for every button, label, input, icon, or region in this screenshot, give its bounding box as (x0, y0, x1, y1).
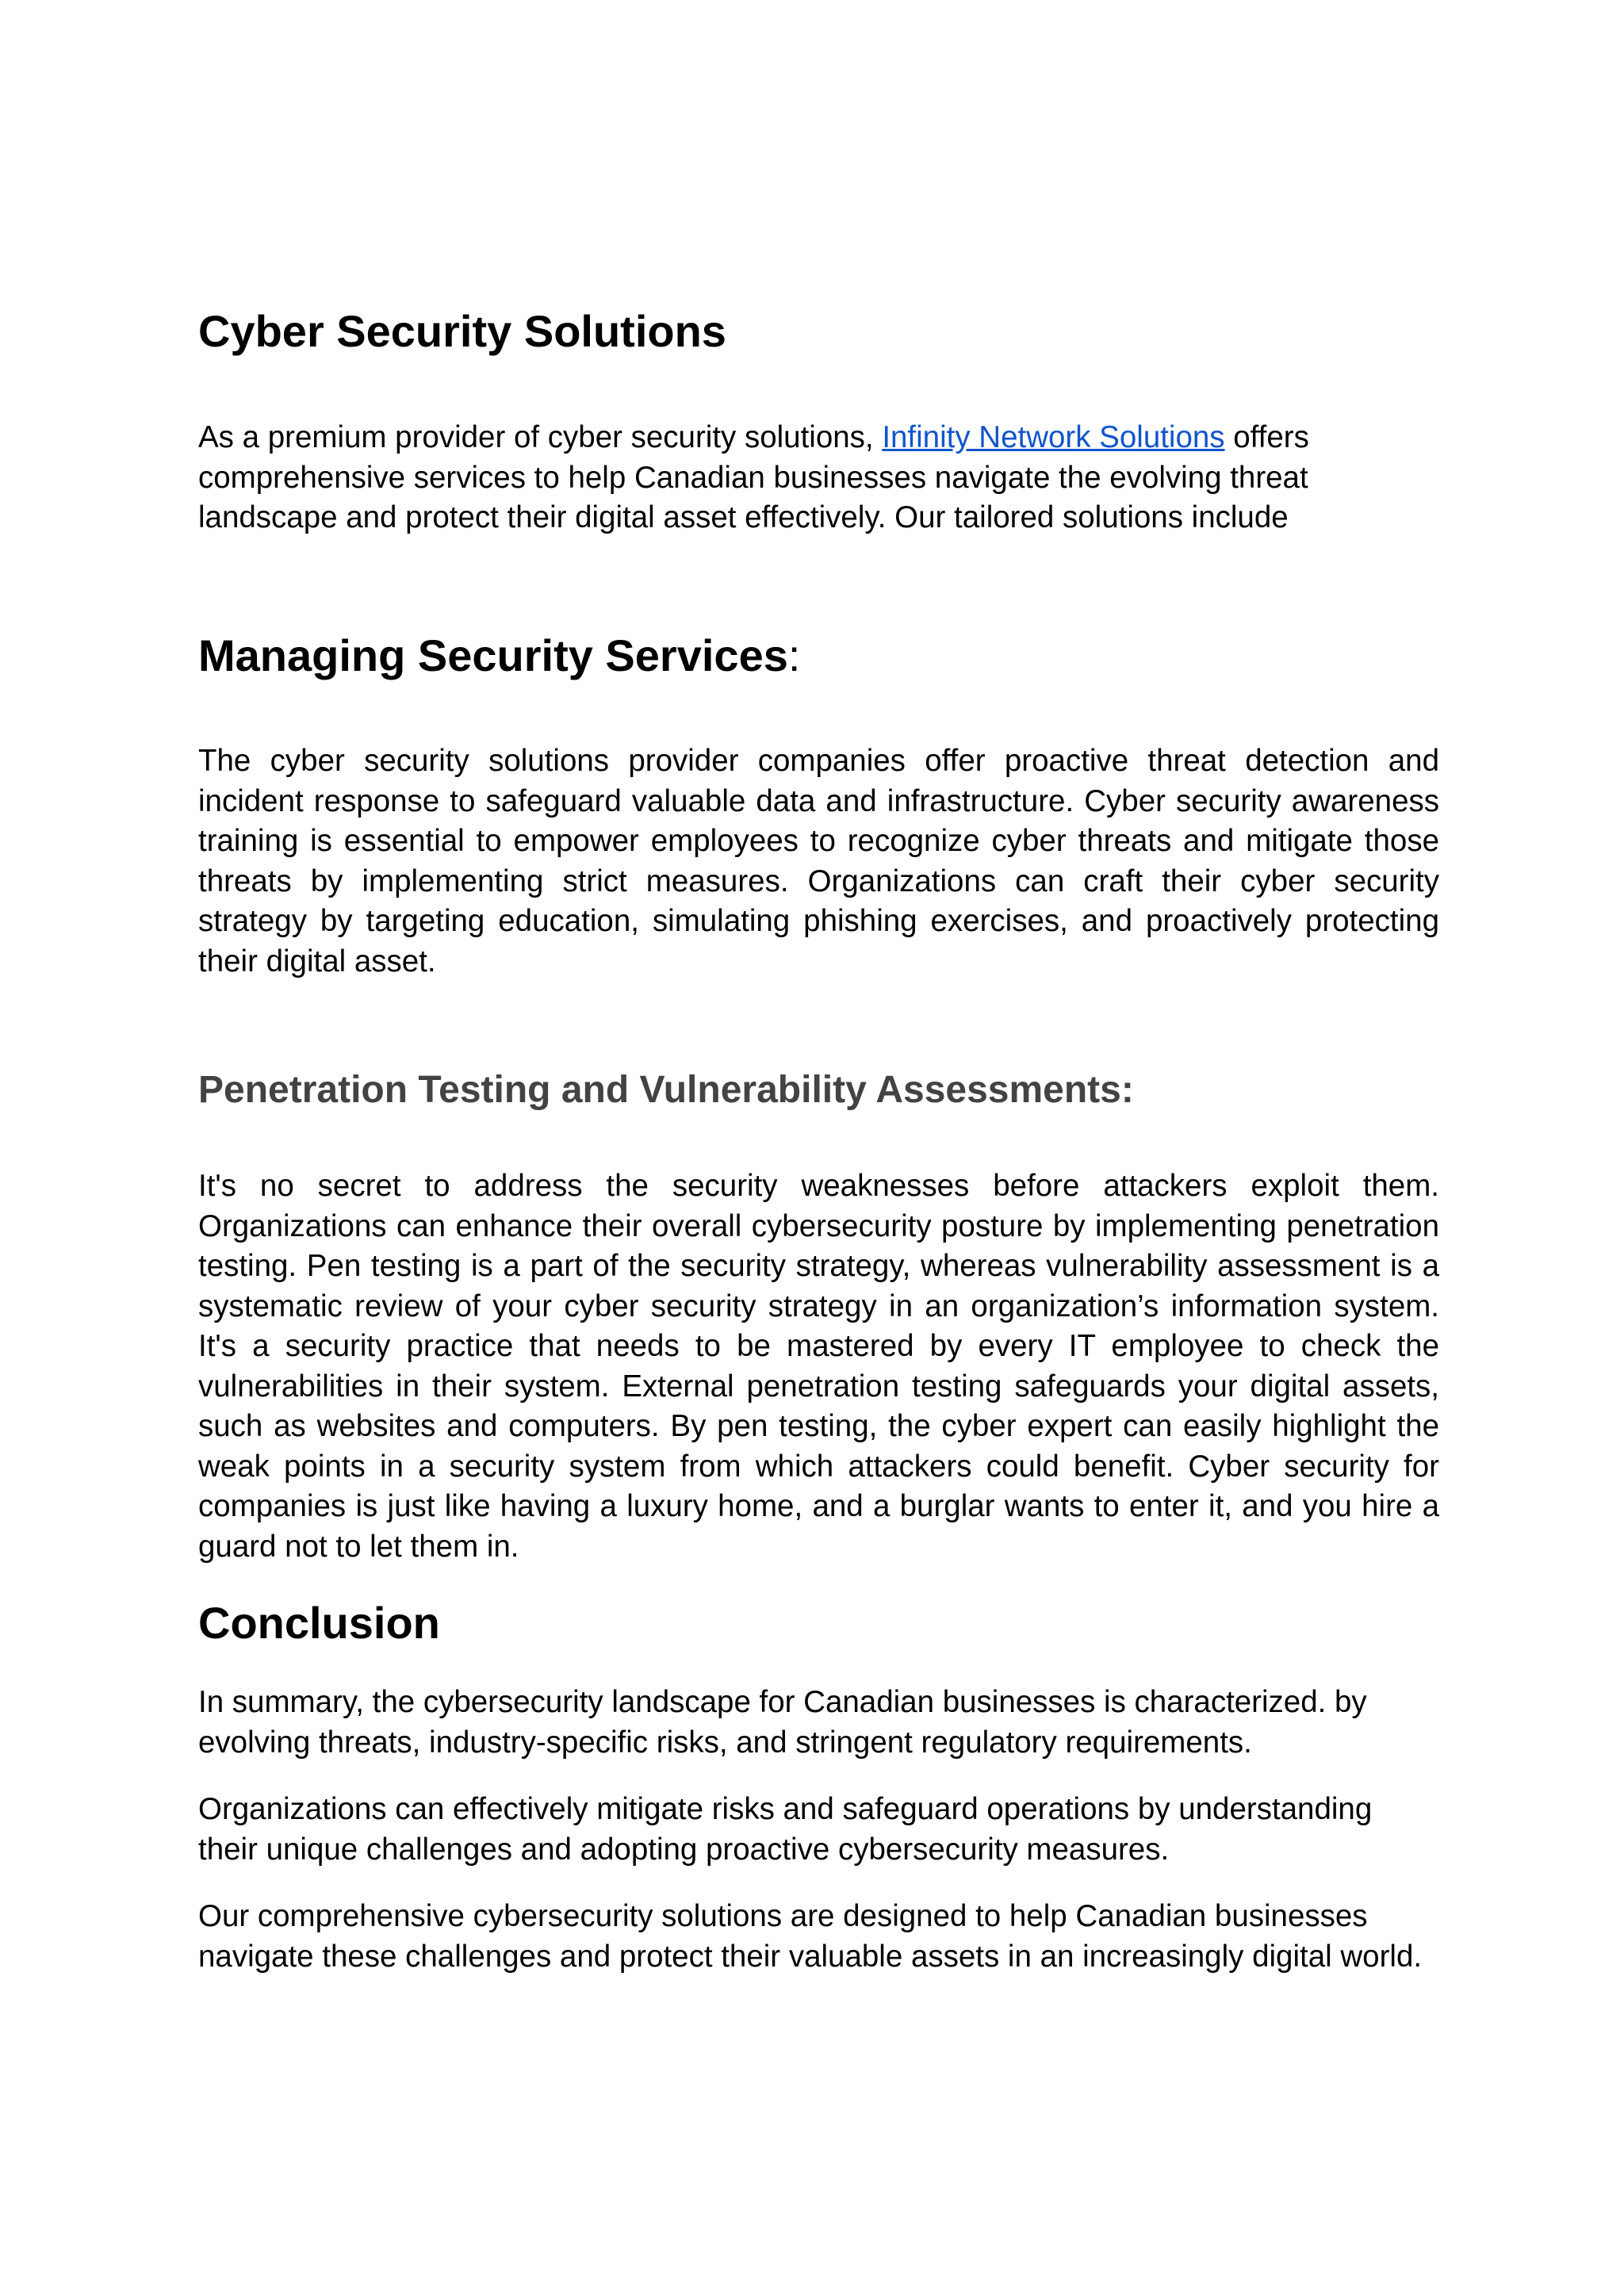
managing-heading-text: Managing Security Services (198, 630, 788, 680)
intro-text-before: As a premium provider of cyber security solutions, (198, 420, 883, 454)
pentest-heading: Penetration Testing and Vulnerability Assessments: (198, 1069, 1134, 1111)
conclusion-paragraph-2: Organizations can effectively mitigate risks and safeguard operations by understanding their unique challenges and adopting proactive cybersecurity measures. (198, 1792, 1373, 1867)
managing-heading (198, 628, 800, 684)
intro-paragraph (198, 418, 1324, 538)
conclusion-paragraph-3: Our comprehensive cybersecurity solutions are designed to help Canadian businesses navigate these challenges and protect their valuable assets in an increasingly digital world. (198, 1899, 1423, 1974)
conclusion-paragraph-1: In summary, the cybersecurity landscape for Canadian businesses is characterized. by evolving threats, industry-specific risks, and stringent regulatory requirements. (198, 1685, 1367, 1760)
pentest-paragraph: It's no secret to address the security weaknesses before attackers exploit them. Organizations can enhance their overall cybersecurity posture by implementing penetration testing. Pen testing is a part of the security strategy, whereas vulnerability assessment is a systematic review of your cyber security strategy in an organization’s information system. It's a security practice that needs to be mastered by every IT employee to check the vulnerabilities in their system. External penetration testing safeguards your digital assets, such as websites and computers. By pen testing, the cyber expert can easily highlight the weak points in a security system from which attackers could benefit. Cyber security for companies is just like having a luxury home, and a burglar wants to enter it, and you hire a guard not to let them in. (198, 1169, 1439, 1564)
infinity-network-solutions-link[interactable]: Infinity Network Solutions (882, 420, 1225, 454)
conclusion-heading: Conclusion (198, 1598, 440, 1648)
managing-paragraph: The cyber security solutions provider companies offer proactive threat detection and incident response to safeguard valuable data and infrastructure. Cyber security awareness training is essential to empower employees to recognize cyber threats and mitigate those threats by implementing strict measures. Organizations can craft their cyber security strategy by targeting education, simulating phishing exercises, and proactively protecting their digital asset. (198, 744, 1439, 978)
intro-text-after: offers comprehensive services to help Canadian businesses navigate the evolving threat landscape and protect their digital asset effectively. Our tailored solutions include (198, 420, 1309, 534)
page-title: Cyber Security Solutions (198, 306, 726, 356)
managing-heading-colon: : (787, 630, 801, 680)
